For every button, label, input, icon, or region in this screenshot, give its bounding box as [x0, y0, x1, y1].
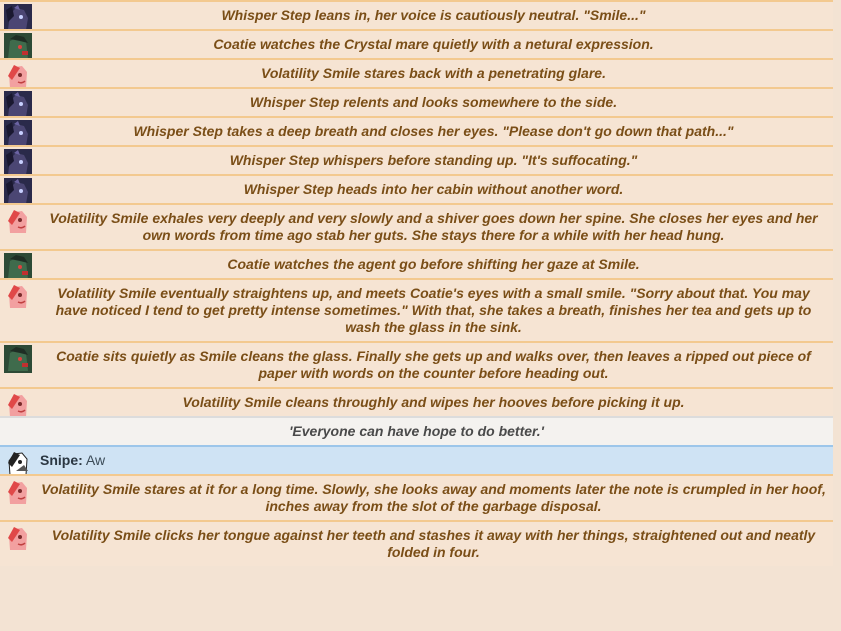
message-text: Coatie watches the Crystal mare quietly with a netural expression. — [213, 36, 654, 52]
volatility-avatar[interactable] — [4, 391, 32, 419]
chat-message — [0, 174, 833, 203]
message-text: Volatility Smile exhales very deeply and very slowly and a shiver goes down her spine. She closes her eyes and her own words from time ago stab her guts. She stays there for a while with her head hung. — [49, 210, 818, 243]
message-text: Whisper Step takes a deep breath and closes her eyes. "Please don't go down that path..." — [133, 123, 734, 139]
message-text: Volatility Smile cleans throughly and wipes her hooves before picking it up. — [182, 394, 685, 410]
chat-message — [0, 116, 833, 145]
chat-message — [0, 203, 833, 249]
note-text: 'Everyone can have hope to do better.' — [289, 423, 544, 439]
chat-message — [0, 145, 833, 174]
coatie-avatar[interactable] — [4, 345, 32, 373]
ooc-body: Aw — [85, 452, 106, 468]
message-text: Volatility Smile eventually straightens up, and meets Coatie's eyes with a small smile. "Sorry about that. You may have noticed I tend to get pretty intense sometimes." With that, she takes a breath, finishes her tea and gets up to wash the glass in the sink. — [55, 285, 812, 335]
message-text: Whisper Step heads into her cabin without another word. — [243, 181, 624, 197]
volatility-avatar[interactable] — [4, 282, 32, 310]
whisper-avatar[interactable] — [4, 149, 32, 177]
ooc-message — [0, 445, 833, 474]
chat-message — [0, 58, 833, 87]
message-text: Volatility Smile clicks her tongue against her teeth and stashes it away with her things, straightened out and neatly folded in four. — [51, 527, 816, 560]
chat-message — [0, 520, 833, 566]
message-text: Volatility Smile stares back with a penetrating glare. — [261, 65, 606, 81]
message-text: Whisper Step leans in, her voice is cautiously neutral. "Smile..." — [221, 7, 646, 23]
message-text: Coatie sits quietly as Smile cleans the glass. Finally she gets up and walks over, then leaves a ripped out piece of paper with words on the counter before heading out. — [56, 348, 811, 381]
ooc-speaker[interactable]: Snipe: — [40, 452, 83, 468]
volatility-avatar[interactable] — [4, 207, 32, 235]
chat-message — [0, 87, 833, 116]
chat-message — [0, 249, 833, 278]
chat-message — [0, 341, 833, 387]
message-text: Coatie watches the agent go before shifting her gaze at Smile. — [227, 256, 640, 272]
chat-message — [0, 29, 833, 58]
message-text: Whisper Step whispers before standing up. "It's suffocating." — [229, 152, 638, 168]
snipe-avatar[interactable] — [4, 449, 32, 477]
chat-message — [0, 278, 833, 341]
volatility-avatar[interactable] — [4, 478, 32, 506]
whisper-avatar[interactable] — [4, 178, 32, 206]
whisper-avatar[interactable] — [4, 4, 32, 32]
coatie-avatar[interactable] — [4, 33, 32, 61]
note-message — [0, 416, 833, 445]
chat-message — [0, 387, 833, 416]
whisper-avatar[interactable] — [4, 91, 32, 119]
volatility-avatar[interactable] — [4, 524, 32, 552]
coatie-avatar[interactable] — [4, 253, 32, 281]
volatility-avatar[interactable] — [4, 62, 32, 90]
ooc-text — [0, 447, 833, 474]
message-text: Whisper Step relents and looks somewhere to the side. — [249, 94, 618, 110]
chat-message — [0, 0, 833, 29]
message-text: Volatility Smile stares at it for a long time. Slowly, she looks away and moments later the note is crumpled in her hoof, inches away from the slot of the garbage disposal. — [41, 481, 826, 514]
whisper-avatar[interactable] — [4, 120, 32, 148]
chat-message — [0, 474, 833, 520]
